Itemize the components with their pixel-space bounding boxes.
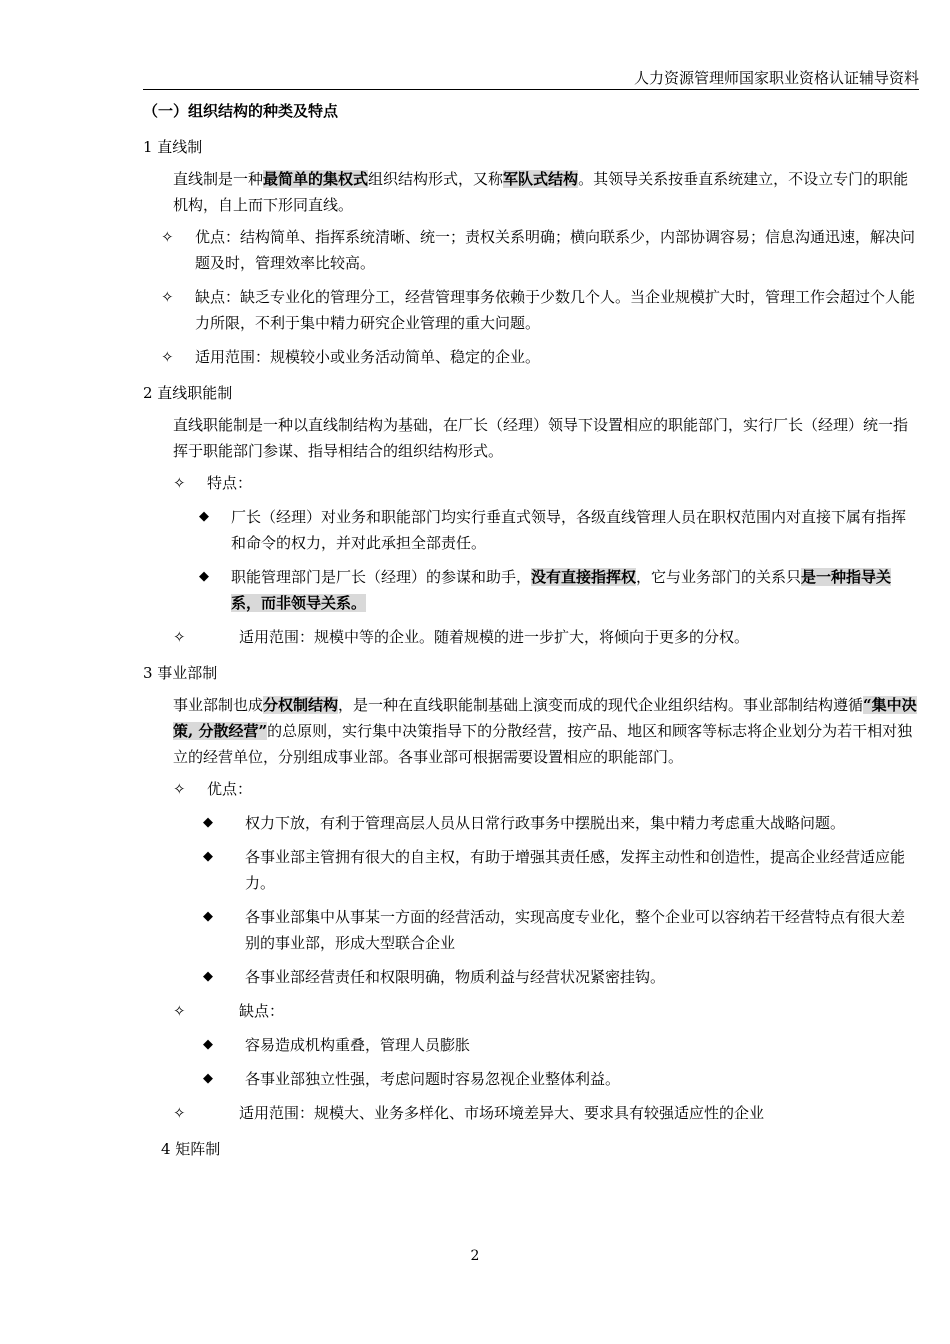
highlight-decentralized-structure: 分权制结构 xyxy=(263,696,339,714)
list-item-pros: ✧ 优点： xyxy=(143,776,919,802)
highlight-principle: “集中决策, 分散经营” xyxy=(173,696,917,740)
highlight-no-direct-command: 没有直接指挥权 xyxy=(531,568,637,586)
hollow-diamond-icon: ✧ xyxy=(173,474,186,492)
heading-divisional: 3 事业部制 xyxy=(143,664,218,682)
hollow-diamond-icon: ✧ xyxy=(161,348,174,366)
paragraph-direct-line: 直线制是一种最简单的集权式组织结构形式，又称军队式结构。其领导关系按垂直系统建立，不设立专门的职能机构，自上而下形同直线。 xyxy=(173,170,909,214)
heading-matrix: 4 矩阵制 xyxy=(161,1140,221,1158)
list-item-pros: ✧ 优点：结构简单、指挥系统清晰、统一；责权关系明确；横向联系少，内部协调容易；信息沟通迅速，解决问题及时，管理效率比较高。 xyxy=(143,224,919,276)
solid-diamond-icon: ◆ xyxy=(203,969,213,984)
highlight-guidance-relation: 是一种指导关系，而非领导关系。 xyxy=(231,568,892,612)
solid-diamond-icon: ◆ xyxy=(199,509,209,524)
solid-diamond-icon: ◆ xyxy=(203,1071,213,1086)
content xyxy=(143,98,919,1168)
header-rule xyxy=(143,89,919,90)
list-item-scope: ✧ 适用范围：规模大、业务多样化、市场环境差异大、要求具有较强适应性的企业 xyxy=(143,1100,919,1126)
running-header: 人力资源管理师国家职业资格认证辅导资料 xyxy=(633,69,919,87)
page-number: 2 xyxy=(470,1248,480,1264)
highlight-simplest-centralized: 最简单的集权式 xyxy=(263,170,369,188)
hollow-diamond-icon: ✧ xyxy=(161,228,174,246)
list-item-features: ✧ 特点： xyxy=(143,470,919,496)
hollow-diamond-icon: ✧ xyxy=(161,288,174,306)
hollow-diamond-icon: ✧ xyxy=(173,780,186,798)
list-item-pro-2: ◆ 各事业部主管拥有很大的自主权，有助于增强其责任感，发挥主动性和创造性，提高企业经营适应能力。 xyxy=(143,844,919,896)
solid-diamond-icon: ◆ xyxy=(199,569,209,584)
solid-diamond-icon: ◆ xyxy=(203,909,213,924)
hollow-diamond-icon: ✧ xyxy=(173,1002,186,1020)
list-item-cons: ✧ 缺点：缺乏专业化的管理分工，经营管理事务依赖于少数几个人。当企业规模扩大时，管理工作会超过个人能力所限，不利于集中精力研究企业管理的重大问题。 xyxy=(143,284,919,336)
list-item-pro-4: ◆ 各事业部经营责任和权限明确，物质利益与经营状况紧密挂钩。 xyxy=(143,964,919,990)
highlight-military-structure: 军队式结构 xyxy=(503,170,579,188)
list-item-pro-3: ◆ 各事业部集中从事某一方面的经营活动，实现高度专业化，整个企业可以容纳若干经营特点有很大差别的事业部，形成大型联合企业 xyxy=(143,904,919,956)
paragraph-line-functional: 直线职能制是一种以直线制结构为基础，在厂长（经理）领导下设置相应的职能部门，实行厂长（经理）统一指挥于职能部门参谋、指导相结合的组织结构形式。 xyxy=(173,416,909,460)
list-item-feature-2: ◆ 职能管理部门是厂长（经理）的参谋和助手，没有直接指挥权，它与业务部门的关系只是一种指导关系，而非领导关系。 xyxy=(143,564,919,616)
solid-diamond-icon: ◆ xyxy=(203,849,213,864)
solid-diamond-icon: ◆ xyxy=(203,1037,213,1052)
hollow-diamond-icon: ✧ xyxy=(173,628,186,646)
list-item-con-2: ◆ 各事业部独立性强，考虑问题时容易忽视企业整体利益。 xyxy=(143,1066,919,1092)
list-item-feature-1: ◆ 厂长（经理）对业务和职能部门均实行垂直式领导，各级直线管理人员在职权范围内对直接下属有指挥和命令的权力，并对此承担全部责任。 xyxy=(143,504,919,556)
paragraph-divisional: 事业部制也成分权制结构，是一种在直线职能制基础上演变而成的现代企业组织结构。事业部制结构遵循“集中决策, 分散经营”的总原则，实行集中决策指导下的分散经营，按产品、地区和顾客等标志将企业划分为若干相对独立的经营单位，分别组成事业部。各事业部可根据需要设置相应的职能部门。 xyxy=(173,696,917,766)
hollow-diamond-icon: ✧ xyxy=(173,1104,186,1122)
list-item-scope: ✧ 适用范围：规模中等的企业。随着规模的进一步扩大，将倾向于更多的分权。 xyxy=(143,624,919,650)
heading-direct-line: 1 直线制 xyxy=(143,138,203,156)
list-item-scope: ✧ 适用范围：规模较小或业务活动简单、稳定的企业。 xyxy=(143,344,919,370)
solid-diamond-icon: ◆ xyxy=(203,815,213,830)
heading-line-functional: 2 直线职能制 xyxy=(143,384,233,402)
list-item-con-1: ◆ 容易造成机构重叠，管理人员膨胀 xyxy=(143,1032,919,1058)
section-title: （一）组织结构的种类及特点 xyxy=(143,102,339,120)
list-item-cons: ✧ 缺点： xyxy=(143,998,919,1024)
list-item-pro-1: ◆ 权力下放，有利于管理高层人员从日常行政事务中摆脱出来，集中精力考虑重大战略问题。 xyxy=(143,810,919,836)
